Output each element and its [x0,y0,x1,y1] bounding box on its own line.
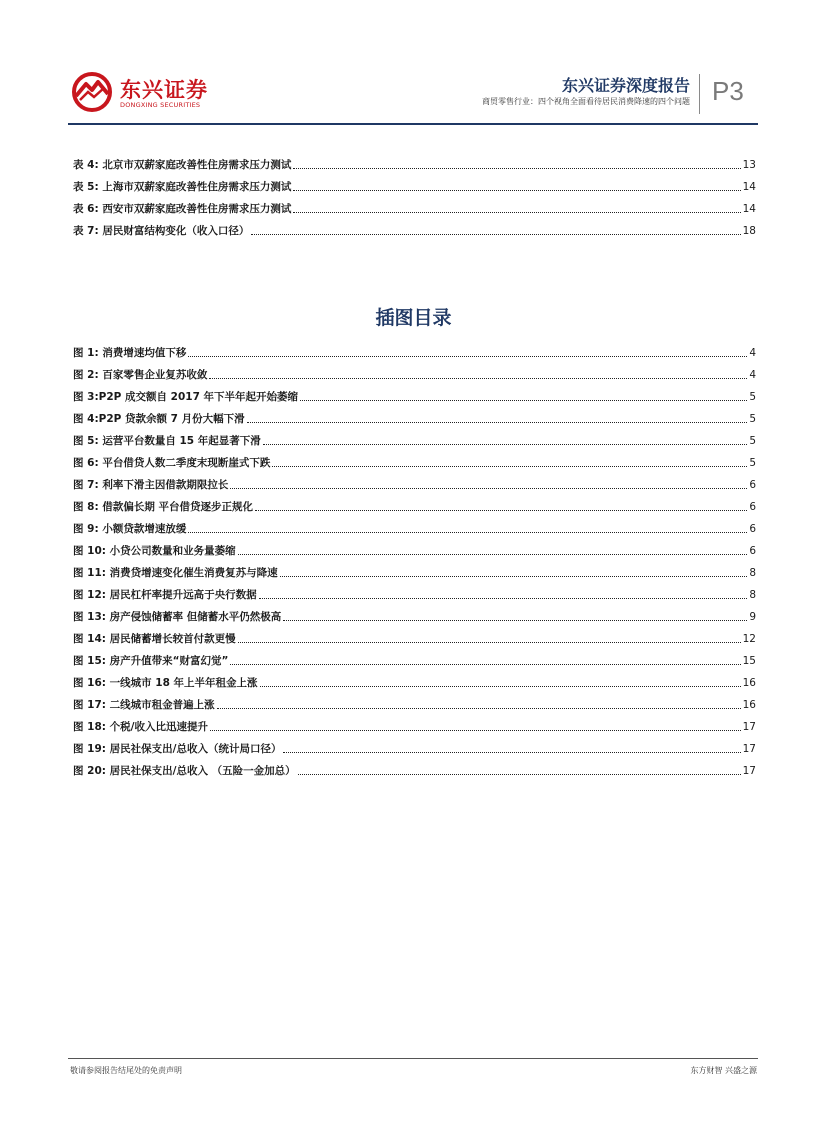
dot-leader [210,729,741,731]
figure-entry-label: 图 5: 运营平台数量自 15 年起显著下滑 [73,435,261,447]
figure-entry-page: 6 [749,523,756,535]
figure-entry-page: 8 [749,589,756,601]
table-entry-label: 表 7: 居民财富结构变化（收入口径） [73,225,250,237]
dot-leader [280,575,748,577]
figure-entry[interactable] [73,404,756,426]
page-header [0,0,827,130]
figure-entry-label: 图 2: 百家零售企业复苏收敛 [73,369,208,381]
figure-entry-label: 图 20: 居民社保支出/总收入 （五险一金加总） [73,765,296,777]
table-entry[interactable] [73,216,756,238]
dot-leader [230,487,747,489]
footer-rule [68,1058,758,1059]
figure-entry[interactable] [73,580,756,602]
figure-entry-label: 图 3:P2P 成交额自 2017 年下半年起开始萎缩 [73,391,299,403]
dot-leader [238,641,741,643]
figure-entry-page: 16 [742,699,756,711]
table-entry-page: 18 [742,225,756,237]
figure-entry-label: 图 8: 借款偏长期 平台借贷逐步正规化 [73,501,253,513]
figure-entry-page: 17 [742,743,756,755]
company-logo [70,72,210,116]
dot-leader [272,465,747,467]
table-entry[interactable] [73,172,756,194]
table-entry-label: 表 6: 西安市双薪家庭改善性住房需求压力测试 [73,203,292,215]
figure-entry-page: 15 [742,655,756,667]
figure-entry-label: 图 14: 居民储蓄增长较首付款更慢 [73,633,236,645]
table-entry-page: 14 [742,181,756,193]
figure-entry[interactable] [73,360,756,382]
figure-entry-page: 6 [749,479,756,491]
dot-leader [298,773,741,775]
figure-entry[interactable] [73,492,756,514]
figure-entry[interactable] [73,382,756,404]
figure-entry[interactable] [73,426,756,448]
dot-leader [255,509,747,511]
figure-entry-page: 17 [742,765,756,777]
table-of-tables [73,150,756,238]
figure-entry-page: 5 [749,435,756,447]
dot-leader [217,707,741,709]
figure-entry-label: 图 16: 一线城市 18 年上半年租金上涨 [73,677,258,689]
dot-leader [209,377,747,379]
table-entry-label: 表 5: 上海市双薪家庭改善性住房需求压力测试 [73,181,292,193]
figure-entry[interactable] [73,712,756,734]
table-entry-page: 14 [742,203,756,215]
figure-entry-label: 图 1: 消费增速均值下移 [73,347,187,359]
page-number: P3 [712,76,744,106]
figure-entry-page: 8 [749,567,756,579]
figure-entry-label: 图 9: 小额贷款增速放缓 [73,523,187,535]
figure-entry-label: 图 17: 二线城市租金普遍上涨 [73,699,215,711]
figure-entry-label: 图 15: 房产升值带来“财富幻觉” [73,655,229,667]
figure-entry-page: 9 [749,611,756,623]
dot-leader [247,421,748,423]
figure-entry-label: 图 19: 居民社保支出/总收入（统计局口径） [73,743,282,755]
figure-entry-label: 图 11: 消费贷增速变化催生消费复苏与降速 [73,567,278,579]
footer-disclaimer: 敬请参阅报告结尾处的免责声明 [70,1066,182,1075]
figure-entry[interactable] [73,536,756,558]
dot-leader [251,233,740,235]
figure-section-title: 插图目录 [375,307,452,329]
figure-entry-page: 12 [742,633,756,645]
figure-entry[interactable] [73,470,756,492]
figure-entry-label: 图 10: 小贷公司数量和业务量萎缩 [73,545,236,557]
figure-entry-page: 16 [742,677,756,689]
dot-leader [283,751,740,753]
figure-entry-label: 图 18: 个税/收入比迅速提升 [73,721,208,733]
table-entry-page: 13 [742,159,756,171]
table-entry-label: 表 4: 北京市双薪家庭改善性住房需求压力测试 [73,159,292,171]
dot-leader [283,619,747,621]
figure-entry-label: 图 6: 平台借贷人数二季度末现断崖式下跌 [73,457,271,469]
figure-entry[interactable] [73,514,756,536]
table-entry[interactable] [73,194,756,216]
dot-leader [259,597,748,599]
dot-leader [260,685,741,687]
figure-entry[interactable] [73,448,756,470]
figure-entry[interactable] [73,646,756,668]
figure-entry[interactable] [73,602,756,624]
report-title: 东兴证券深度报告 [561,76,690,95]
figure-entry-page: 4 [749,347,756,359]
logo-text-en: DONGXING SECURITIES [120,101,201,109]
footer-slogan: 东方财智 兴盛之源 [690,1066,757,1075]
figure-entry[interactable] [73,624,756,646]
figure-entry[interactable] [73,756,756,778]
figure-entry[interactable] [73,558,756,580]
figure-entry-page: 5 [749,457,756,469]
logo-mark-icon [70,72,116,112]
figure-entry-page: 5 [749,391,756,403]
dot-leader [188,531,747,533]
table-of-figures [73,338,756,778]
figure-entry[interactable] [73,734,756,756]
figure-entry-page: 17 [742,721,756,733]
figure-entry-label: 图 7: 利率下滑主因借款期限拉长 [73,479,229,491]
figure-entry-label: 图 4:P2P 贷款余额 7 月份大幅下滑 [73,413,245,425]
dot-leader [188,355,747,357]
figure-entry-label: 图 12: 居民杠杆率提升远高于央行数据 [73,589,257,601]
figure-entry-page: 6 [749,545,756,557]
report-subtitle: 商贸零售行业：四个视角全面看待居民消费降速的四个问题 [482,97,690,106]
dot-leader [293,211,740,213]
dot-leader [263,443,748,445]
dot-leader [238,553,748,555]
dot-leader [293,189,740,191]
figure-entry-page: 5 [749,413,756,425]
dot-leader [230,663,740,665]
figure-entry-label: 图 13: 房产侵蚀储蓄率 但储蓄水平仍然极高 [73,611,282,623]
figure-entry[interactable] [73,668,756,690]
dot-leader [293,167,740,169]
header-divider [699,74,700,114]
figure-entry[interactable] [73,338,756,360]
figure-entry[interactable] [73,690,756,712]
dot-leader [300,399,747,401]
figure-entry-page: 6 [749,501,756,513]
table-entry[interactable] [73,150,756,172]
header-rule [68,123,758,125]
figure-entry-page: 4 [749,369,756,381]
logo-text-cn: 东兴证券 [120,78,208,102]
